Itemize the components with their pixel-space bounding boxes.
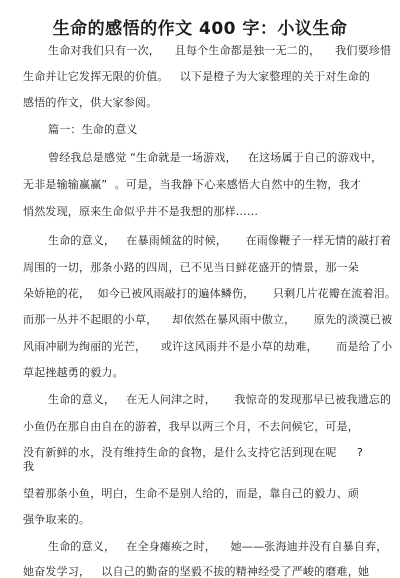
text-line: 她奋发学习， 以自己的勤奋的坚毅不拔的精神经受了严峻的磨难， <box>23 565 359 578</box>
text-line: 朵娇艳的花， 如今已被风雨敲打的遍体鳞伤， 只剩几片花瓣在流着泪。 <box>23 287 397 300</box>
text-line: 生命的意义， 在暴雨倾盆的时候， 在雨像鞭子一样无情的敲打着 <box>48 234 392 247</box>
text-line: 感悟的作文，供大家参阅。 <box>23 96 158 109</box>
text-line: 我 <box>23 460 35 473</box>
text-line: 风雨冲刷为绚丽的光芒， 或许这风雨并不是小草的劫难， 而是给了小 <box>23 340 393 353</box>
text-line: 强争取来的。 <box>23 513 91 526</box>
text-line: 生命的意义， 在无人问津之时， 我惊奇的发现那早已被我遗忘的 <box>48 393 392 406</box>
text-line: 生命并让它发挥无限的价值。 以下是橙子为大家整理的关于对生命的 <box>23 70 371 83</box>
text-line: 望着那条小鱼，明白，生命不是别人给的，而是，靠自己的毅力、顽 <box>23 487 359 500</box>
text-line: 她 <box>358 565 369 578</box>
text-line: 生命的意义， 在全身瘫痪之时， 她——张海迪并没有自暴自弃， <box>48 540 388 553</box>
text-line: 生命对我们只有一次， 且每个生命都是独一无二的， 我们要珍惜 <box>48 44 392 57</box>
text-line: 而那一丛并不起眼的小草， 却依然在暴风雨中傲立， 原先的淡漠已被 <box>23 313 393 326</box>
text-line: 草起挫越勇的毅力。 <box>23 366 124 379</box>
text-line: 周围的一切，那条小路的四周，已不见当日鲜花盛开的情景，那一朵 <box>23 261 359 274</box>
text-line: 小鱼仍在那自由自在的游着，我早以两三个月，不去问候它，可是， <box>23 420 359 433</box>
text-line: 无非是输输赢赢” 。可是，当我静下心来感悟大自然中的生物，我才 <box>23 178 362 191</box>
text-line: 曾经我总是感觉 “生命就是一场游戏， 在这场属于自己的游戏中， <box>48 151 383 164</box>
question-mark: ? <box>357 446 363 459</box>
document-title: 生命的感悟的作文 400 字：小议生命 <box>52 19 348 39</box>
section-heading: 篇一：生命的意义 <box>48 123 138 136</box>
text-line: 没有新鲜的水，没有维持生命的食物，是什么支持它活到现在呢 <box>23 446 337 459</box>
text-line: 悄然发现，原来生命似乎并不是我想的那样…… <box>23 205 259 218</box>
